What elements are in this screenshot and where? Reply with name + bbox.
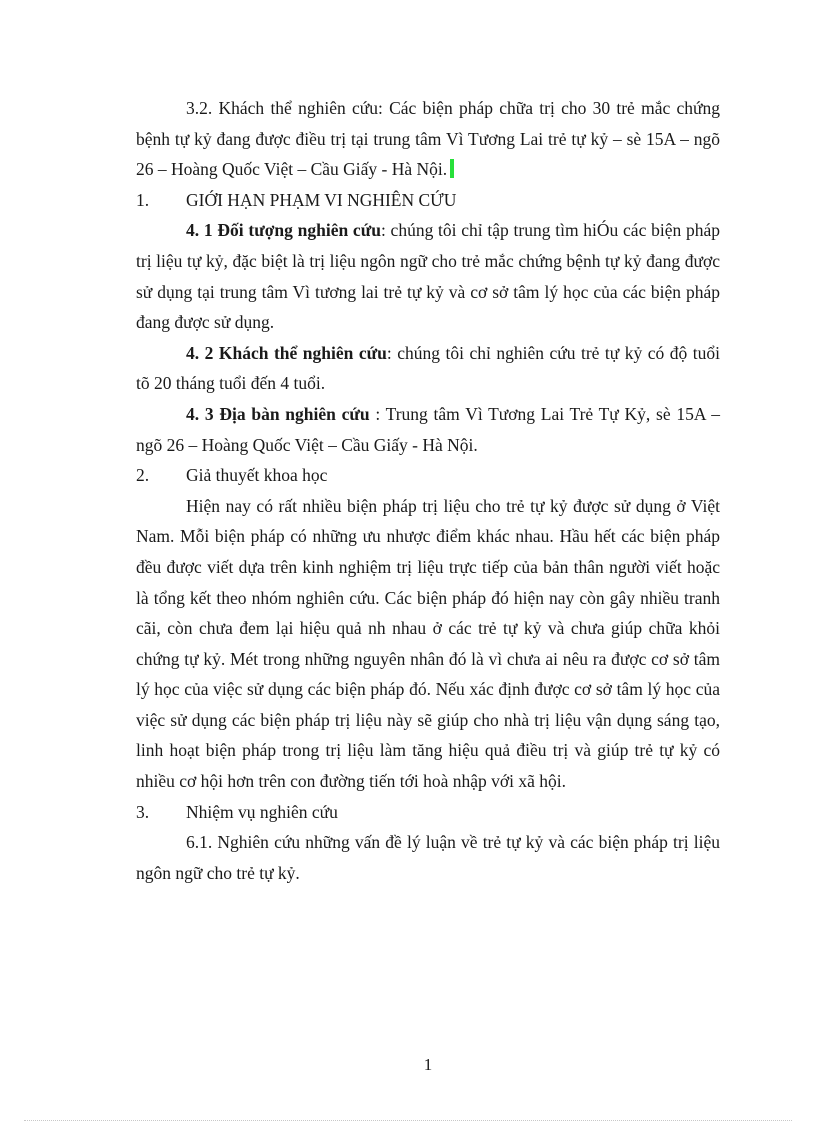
subsection-text-4-2: : chúng tôi chỉ nghiên cứu trẻ tự kỷ có độ tuổi tõ 20 tháng tuổi đến 4 tuổi. bbox=[136, 342, 720, 394]
section-title: Nhiệm vụ nghiên cứu bbox=[186, 801, 338, 822]
paragraph-4-1 bbox=[136, 215, 720, 337]
page-bottom-divider bbox=[24, 1120, 792, 1121]
section-title: Giả thuyết khoa học bbox=[186, 465, 328, 486]
subsection-label-4-1: 4. 1 Đối tượng nghiên cứu bbox=[186, 220, 381, 241]
text-cursor bbox=[450, 159, 454, 178]
paragraph-research-subjects bbox=[136, 93, 720, 185]
section-number: 2. bbox=[136, 465, 150, 486]
paragraph-task-6-1: 6.1. Nghiên cứu những vấn đề lý luận về trẻ tự kỷ và các biện pháp trị liệu ngôn ngữ cho trẻ tự kỷ. bbox=[136, 832, 720, 883]
paragraph-hypothesis: Hiện nay có rất nhiều biện pháp trị liệu cho trẻ tự kỷ được sử dụng ở Việt Nam. Mỗi biện pháp có những ưu nhược điểm khác nhau. Hầu hết các biện pháp đều được viết dựa trên kinh nghiệm trị liệu trực tiếp của bản thân người viết hoặc là tổng kết theo nhóm nghiên cứu. Các biện pháp đó hiện nay còn gây nhiều tranh cãi, còn chưa đem lại hiệu quả nh nhau ở các trẻ tự kỷ và chưa giúp chữa khỏi chứng tự kỷ. Mét trong những nguyên nhân đó là vì chưa ai nêu ra được cơ sở tâm lý học của việc sử dụng các biện pháp đó. Nếu xác định được cơ sở tâm lý học của việc sử dụng các biện pháp trị liệu này sẽ giúp cho nhà trị liệu vận dụng sáng tạo, linh hoạt biện pháp trong trị liệu làm tăng hiệu quả điều trị và giúp trẻ tự kỷ có nhiều cơ hội hơn trên con đường tiến tới hoà nhập với xã hội. bbox=[136, 495, 720, 792]
subsection-label-4-2: 4. 2 Khách thể nghiên cứu bbox=[186, 342, 387, 363]
section-title: GIỚI HẠN PHẠM VI NGHIÊN CỨU bbox=[186, 189, 457, 210]
section-heading-3 bbox=[136, 797, 720, 828]
document-body bbox=[136, 93, 720, 888]
paragraph-4-2 bbox=[136, 338, 720, 399]
paragraph-4-3 bbox=[136, 399, 720, 460]
subsection-text-4-3: : Trung tâm Vì Tương Lai Trẻ Tự Kỷ, sè 15A – ngõ 26 – Hoàng Quốc Việt – Cầu Giấy - Hà Nội. bbox=[136, 403, 721, 455]
section-heading-2 bbox=[136, 460, 720, 491]
section-number: 1. bbox=[136, 189, 150, 210]
page-number: 1 bbox=[423, 1055, 433, 1074]
subsection-label-4-3: 4. 3 Địa bàn nghiên cứu bbox=[186, 403, 370, 424]
section-label-3-2: 3.2. Khách thể nghiên cứu: bbox=[186, 98, 383, 118]
subsection-text-4-1: : chúng tôi chỉ tập trung tìm hiÓu các biện pháp trị liệu tự kỷ, đặc biệt là trị liệu ngôn ngữ cho trẻ mắc chứng bệnh tự kỷ đang được sử dụng tại trung tâm Vì tương lai trẻ tự kỷ và cơ sở tâm lý học của các biện pháp đang được sử dụng. bbox=[136, 220, 720, 333]
section-heading-1 bbox=[136, 185, 720, 216]
section-number: 3. bbox=[136, 801, 150, 822]
section-text-3-2: Các biện pháp chữa trị cho 30 trẻ mắc chứng bệnh tự kỷ đang được điều trị tại trung tâm Vì Tương Lai trẻ tự kỷ – sè 15A – ngõ 26 – Hoàng Quốc Việt – Cầu Giấy - Hà Nội. bbox=[136, 98, 720, 180]
